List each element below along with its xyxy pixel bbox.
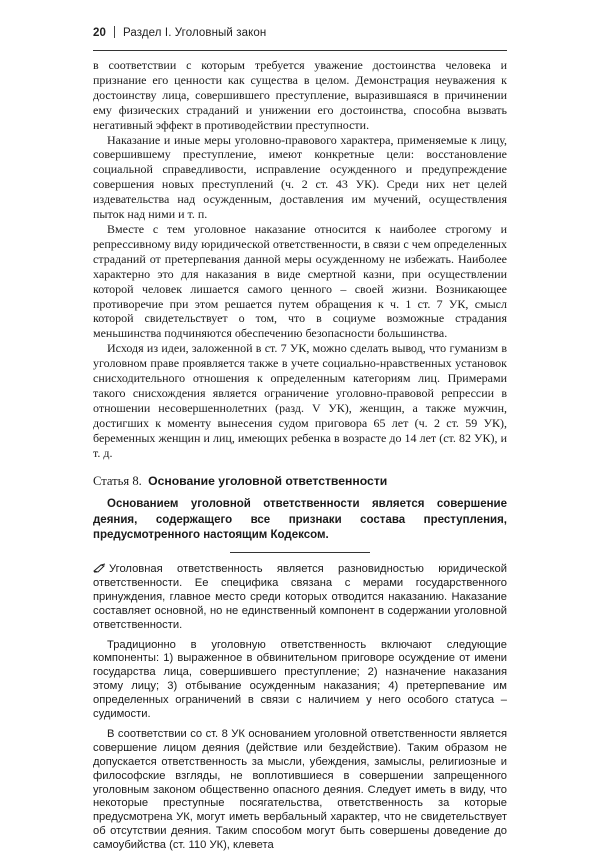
paragraph: Наказание и иные меры уголовно-правового характера, применяемые к лицу, совершившему преступление, имеют конкретные цели: восстановление социальной справедливости, исправление осужденного и предупреждение совершения новых преступлений (ч. 2 ст. 43 УК). Среди них нет целей издевательства над осужденным, доставления им мучений, осуществления пыток над ними и т. п. — [93, 132, 507, 222]
article-text: Основанием уголовной ответственности является совершение деяния, содержащего все признаки состава преступления, предусмотренного настоящим Кодексом. — [93, 498, 507, 542]
paragraph: Исходя из идеи, заложенной в ст. 7 УК, можно сделать вывод, что гуманизм в уголовном праве проявляется также в учете социально-нравственных установок снисходительного отношения к определенным категориям лиц. Примерами такого снисхождения является ограничение уголовно-правовой репрессии в отношении несовершеннолетних (разд. V УК), женщин, а также мужчин, достигших к моменту вынесения судом приговора 65 лет (ч. 2 ст. 59 УК), беременных женщин и лиц, имеющих ребенка в возрасте до 14 лет (ст. 82 УК), и т. д. — [93, 341, 507, 460]
article-heading — [93, 474, 507, 489]
page-number: 20 — [93, 27, 106, 39]
intro-text — [93, 58, 507, 460]
paragraph: Уголовная ответственность является разновидностью юридической ответственности. Ее специфика связана с мерами государственного принуждения, главное место среди которых отводится наказанию. Наказание составляет основной, но не единственный компонент в содержании уголовной ответственности. — [93, 562, 507, 631]
paragraph: В соответствии со ст. 8 УК основанием уголовной ответственности является совершение лицом деяния (действие или бездействие). Таким образом не допускается ответственность за мысли, убеждения, замыслы, религиозные и философские взгляды, не воплотившиеся в совершении запрещенного уголовным законом общественно опасного деяния. Следует иметь в виду, что некоторые преступные посягательства, ответственность за которые предусмотрена УК, могут иметь вербальный характер, что не свидетельствует об отсутствии деяния. Таким способом могут быть совершены доведение до самоубийства (ст. 110 УК), клевета — [93, 727, 507, 852]
commentary — [93, 563, 507, 853]
header-separator — [114, 26, 115, 38]
divider — [230, 552, 370, 553]
section-title: Раздел I. Уголовный закон — [123, 27, 267, 39]
article-number: Статья 8. — [93, 474, 142, 489]
page-body — [93, 58, 507, 853]
running-head — [93, 26, 266, 39]
paragraph: в соответствии с которым требуется уважение достоинства человека и признание его ценности как существа в целом. Демонстрация неуважения к достоинству лица, совершившего преступление, выразившаяся в причинении ему физических страданий и унижении его достоинства, способна вызвать негативный эффект в противодействии преступности. — [93, 58, 507, 132]
paragraph: Традиционно в уголовную ответственность включают следующие компоненты: 1) выраженное в обвинительном приговоре осуждение от имени государства лица, совершившего преступление; 2) назначение наказания этому лицу; 3) отбывание осужденным наказания; 4) претерпевание им определенных ограничений в связи с наличием у него особого статуса – судимости. — [93, 638, 507, 721]
paragraph: Вместе с тем уголовное наказание относится к наиболее строгому и репрессивному виду юридической ответственности, в связи с чем определенных страданий от претерпевания данной меры осужденному не избежать. Наиболее характерно это для наказания в виде смертной казни, при осуществлении которой человек лишается самого ценного – своей жизни. Возникающее противоречие при этом решается путем обращения к ч. 1 ст. 7 УК, смысл которой свидетельствует о том, что в социуме возможные страдания меньшинства подчиняются обеспечению безопасности большинства. — [93, 221, 507, 341]
article-title: Основание уголовной ответственности — [148, 474, 388, 489]
pen-hand-icon — [93, 563, 106, 573]
header-rule — [93, 50, 507, 51]
